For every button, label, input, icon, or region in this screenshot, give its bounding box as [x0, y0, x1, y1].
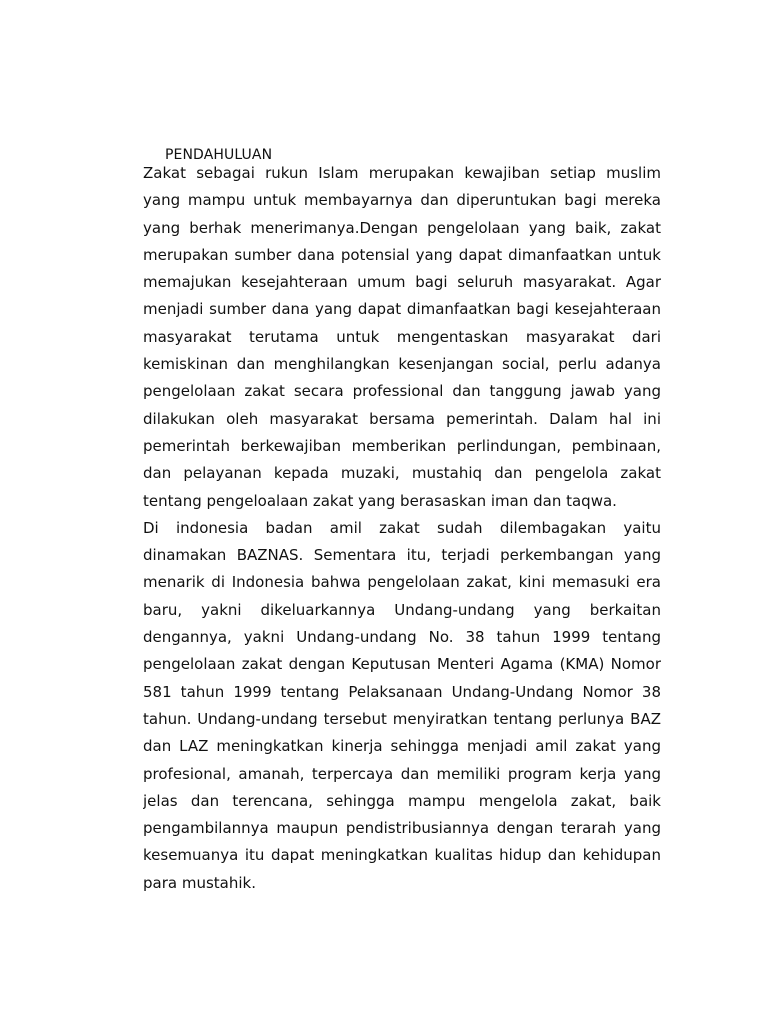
text-line: 581 tahun 1999 tentang Pelaksanaan Undang-Undang Nomor 38 — [143, 682, 661, 701]
text-line: jelas dan terencana, sehingga mampu mengelola zakat, baik — [143, 791, 661, 810]
text-line: baru, yakni dikeluarkannya Undang-undang yang berkaitan — [143, 600, 661, 619]
text-line: para mustahik. — [143, 873, 256, 892]
text-line: dilakukan oleh masyarakat bersama pemerintah. Dalam hal ini — [143, 409, 661, 428]
text-line: menarik di Indonesia bahwa pengelolaan zakat, kini memasuki era — [143, 573, 661, 592]
text-line: dengannya, yakni Undang-undang No. 38 tahun 1999 tentang — [143, 628, 661, 647]
text-line: pengelolaan zakat dengan Keputusan Menteri Agama (KMA) Nomor — [143, 655, 661, 674]
text-line: profesional, amanah, terpercaya dan memiliki program kerja yang — [143, 764, 661, 783]
text-line: Di indonesia badan amil zakat sudah dilembagakan yaitu — [143, 518, 661, 537]
text-line: kesemuanya itu dapat meningkatkan kualitas hidup dan kehidupan — [143, 846, 661, 865]
text-line: tahun. Undang-undang tersebut menyiratkan tentang perlunya BAZ — [143, 709, 661, 728]
text-line: pengambilannya maupun pendistribusiannya dengan terarah yang — [143, 819, 661, 838]
text-line: dinamakan BAZNAS. Sementara itu, terjadi perkembangan yang — [143, 546, 661, 565]
text-line: Zakat sebagai rukun Islam merupakan kewajiban setiap muslim — [143, 164, 661, 182]
text-line: tentang pengeloalaan zakat yang berasaskan iman dan taqwa. — [143, 491, 617, 510]
text-line: pengelolaan zakat secara professional dan tanggung jawab yang — [143, 382, 661, 401]
text-line: yang mampu untuk membayarnya dan diperuntukan bagi mereka — [143, 191, 661, 210]
text-line: memajukan kesejahteraan umum bagi seluruh masyarakat. Agar — [143, 273, 661, 292]
body-text — [143, 160, 661, 897]
section-heading: PENDAHULUAN — [165, 147, 273, 163]
text-line: masyarakat terutama untuk mengentaskan masyarakat dari — [143, 327, 661, 346]
text-line: pemerintah berkewajiban memberikan perlindungan, pembinaan, — [143, 436, 661, 455]
text-line: merupakan sumber dana potensial yang dapat dimanfaatkan untuk — [143, 245, 661, 264]
text-line: kemiskinan dan menghilangkan kesenjangan social, perlu adanya — [143, 355, 661, 374]
text-line: dan LAZ meningkatkan kinerja sehingga menjadi amil zakat yang — [143, 737, 661, 756]
text-line: yang berhak menerimanya.Dengan pengelolaan yang baik, zakat — [143, 218, 661, 237]
text-line: dan pelayanan kepada muzaki, mustahiq dan pengelola zakat — [143, 464, 661, 483]
text-line: menjadi sumber dana yang dapat dimanfaatkan bagi kesejahteraan — [143, 300, 661, 319]
